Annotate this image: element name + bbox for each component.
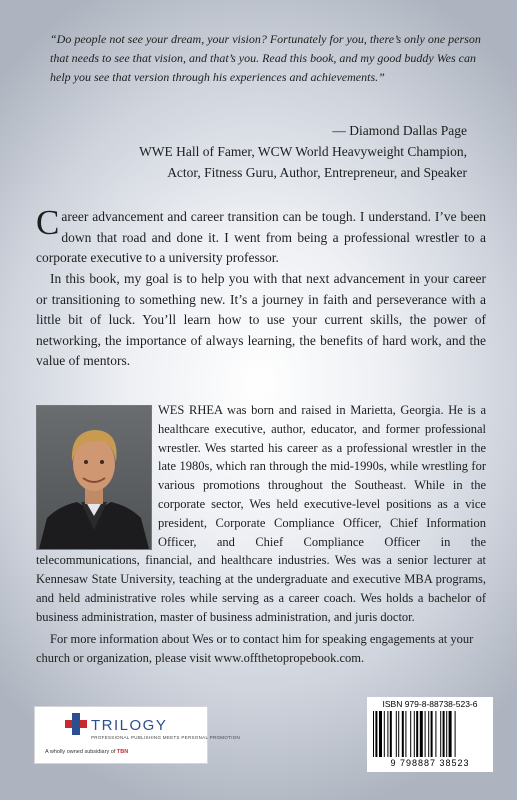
barcode-bar [405, 711, 406, 757]
endorsement-quote: “Do people not see your dream, your vision? Fortunately for you, there’s only one person that needs to see that vision, and that’s you. Read this book, and my good buddy Wes can help you see that version through his experiences and achievements.” [50, 32, 481, 84]
cross-icon [65, 713, 87, 735]
author-bio [36, 401, 486, 627]
publisher-subsidiary [45, 749, 128, 755]
barcode-bar [440, 711, 441, 757]
barcode-bar [398, 711, 399, 757]
contact-info: For more information about Wes or to contact him for speaking engagements at your church or organization, please visit www.offthetopropebook.com. [36, 632, 474, 665]
description-paragraph-1 [36, 203, 486, 269]
attribution-title-line-2: Actor, Fitness Guru, Author, Entrepreneur, and Speaker [167, 165, 467, 180]
barcode-bar [435, 711, 436, 757]
barcode-bar [428, 711, 429, 757]
isbn-number: ISBN 979-8-88738-523-6 [382, 699, 478, 709]
barcode-bar [443, 711, 445, 757]
barcode-bar [425, 711, 426, 757]
description-paragraph-2: In this book, my goal is to help you with that next advancement in your career or transitioning to something new. It’s a journey in faith and perseverance with a little bit of luck. You’ll learn how to use your current skills, the power of networking, the importance of always learning, the benefits of hard work, and the value of mentors. [36, 271, 486, 368]
quote-attribution [139, 120, 467, 183]
attribution-name: — Diamond Dallas Page [332, 123, 467, 138]
subsidiary-prefix: A wholly owned subsidiary of [45, 749, 116, 755]
barcode-digits: 9 798887 38523 [390, 758, 470, 768]
barcode-bar [379, 711, 382, 757]
barcode-bar [446, 711, 447, 757]
publisher-name: TRILOGY [91, 717, 168, 734]
barcode-bar [420, 711, 423, 757]
barcode-icon [373, 711, 487, 757]
author-bio-text: WES RHEA was born and raised in Marietta, Georgia. He is a healthcare executive, author, educator, and former professional wrestler. Wes started his career as a professional wrestler in the late 1980s, which ran through the mid-1990s, while wrestling for various promotions throughout the Southeast. While in the corporate sector, Wes held executive-level positions as a vice president, Corporate Compliance Officer, Chief Information Officer, and Chief Compliance Officer in the telecommunications, financial, and healthcare industries. Wes was a senior lecturer at Kennesaw State University, teaching at the undergraduate and executive MBA programs, and held administrative roles while serving as a career coach. Wes holds a bachelor of business administration, master of business administration, and juris doctor. [36, 403, 486, 624]
publisher-tagline: PROFESSIONAL PUBLISHING MEETS PERSONAL PROMOTION [91, 735, 241, 740]
barcode-bar [410, 711, 411, 757]
barcode-bar [396, 711, 397, 757]
barcode-bar [402, 711, 404, 757]
photo-spacer [36, 401, 158, 549]
isbn-barcode [367, 697, 493, 772]
barcode-bar [414, 711, 415, 757]
barcode-bar [455, 711, 456, 757]
description-paragraph-1-text: areer advancement and career transition can be tough. I understand. I’ve been down that road and done it. I went from being a professional wrestler to a corporate executive to a university professor. [36, 209, 486, 265]
barcode-bar [384, 711, 385, 757]
barcode-bar [375, 711, 377, 757]
subsidiary-brand: TBN [116, 749, 129, 755]
barcode-bar [390, 711, 392, 757]
barcode-bar [373, 711, 374, 757]
drop-cap: C [36, 203, 60, 242]
barcode-bar [416, 711, 418, 757]
barcode-bar [449, 711, 452, 757]
barcode-bar [387, 711, 388, 757]
barcode-bar [431, 711, 433, 757]
attribution-title-line-1: WWE Hall of Famer, WCW World Heavyweight Champion, [139, 144, 467, 159]
publisher-logo [34, 706, 241, 764]
